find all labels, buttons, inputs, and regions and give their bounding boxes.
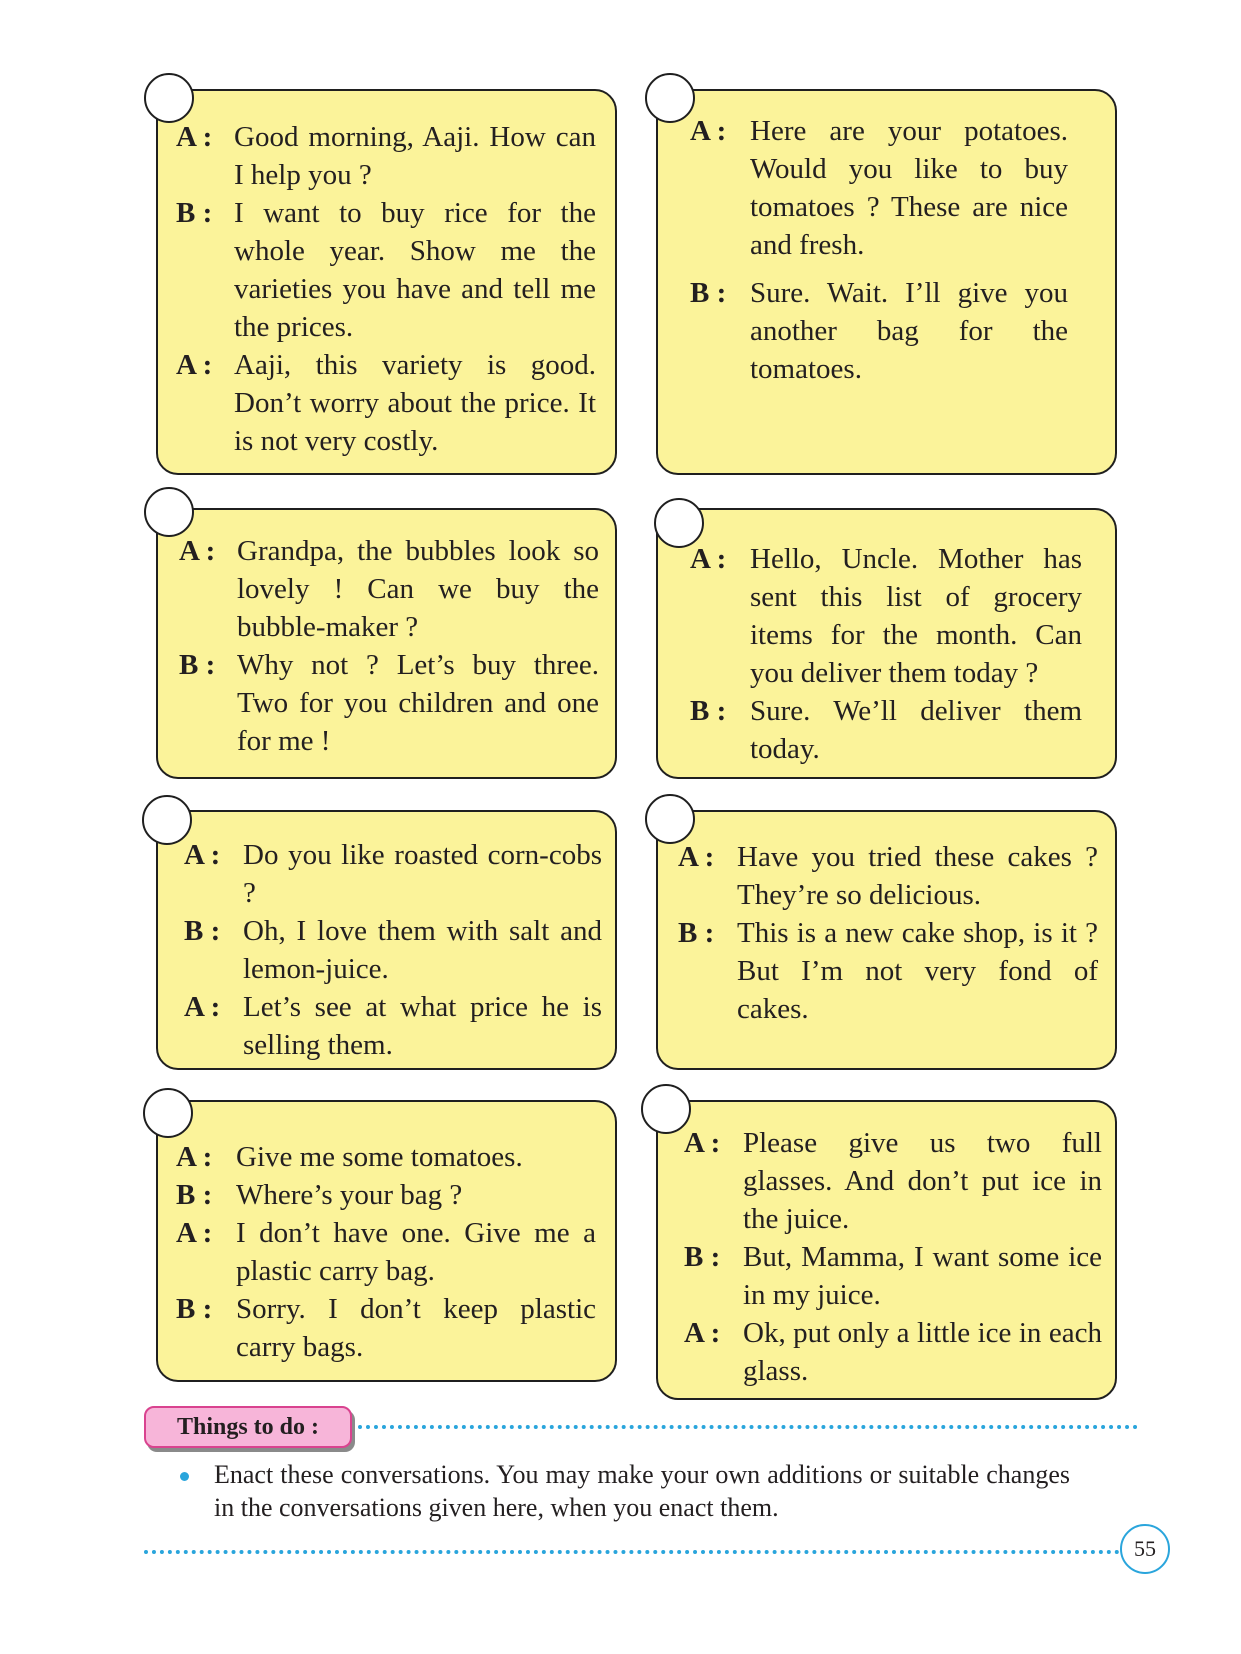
dialogue-line (690, 540, 1082, 692)
dialogue-text: Good morning, Aaji. How can I help you ? (234, 121, 596, 191)
dialogue-6 (678, 838, 1098, 1028)
speaker-label: B : (179, 649, 216, 681)
dialogue-text: Have you tried these cakes ? They’re so delicious. (737, 841, 1098, 911)
dialogue-3 (179, 532, 599, 760)
speaker-label: A : (176, 121, 213, 153)
dialogue-text: Grandpa, the bubbles look so lovely ! Can we buy the bubble-maker ? (237, 535, 599, 643)
dialogue-text: Sure. Wait. I’ll give you another bag for the tomatoes. (750, 277, 1068, 385)
speaker-label: B : (690, 277, 727, 309)
dialogue-text: Sorry. I don’t keep plastic carry bags. (236, 1293, 596, 1363)
dotted-divider (144, 1550, 1120, 1554)
speaker-label: A : (176, 1141, 213, 1173)
speaker-label: B : (176, 1179, 213, 1211)
speaker-label: A : (690, 543, 727, 575)
dialogue-line (690, 274, 1068, 388)
speaker-label: B : (678, 917, 715, 949)
dialogue-line (184, 988, 602, 1064)
dialogue-4 (690, 540, 1082, 768)
dialogue-line (184, 912, 602, 988)
dialogue-line (678, 914, 1098, 1028)
dialogue-line (179, 646, 599, 760)
dialogue-text: Why not ? Let’s buy three. Two for you children and one for me ! (237, 649, 599, 757)
things-to-do-label: Things to do : (144, 1406, 352, 1448)
things-to-do-item: Enact these conversations. You may make your own additions or suitable changes in the conversations given here, when you enact them. (214, 1460, 1070, 1522)
dialogue-text: Aaji, this variety is good. Don’t worry about the price. It is not very costly. (234, 349, 596, 457)
dialogue-8 (684, 1124, 1102, 1390)
dialogue-line (684, 1238, 1102, 1314)
speaker-label: A : (690, 115, 727, 147)
speaker-label: A : (684, 1127, 721, 1159)
dialogue-text: This is a new cake shop, is it ? But I’m not very fond of cakes. (737, 917, 1098, 1025)
dialogue-text: Sure. We’ll deliver them today. (750, 695, 1082, 765)
speaker-label: A : (176, 1217, 213, 1249)
dialogue-line (176, 1290, 596, 1366)
speaker-label: B : (184, 915, 221, 947)
bullet-icon (180, 1472, 189, 1481)
blank-circle (645, 73, 695, 123)
blank-circle (645, 794, 695, 844)
dialogue-text: Please give us two full glasses. And don’t put ice in the juice. (743, 1127, 1102, 1235)
page-number: 55 (1120, 1524, 1170, 1574)
dialogue-line (684, 1124, 1102, 1238)
dialogue-line (184, 836, 602, 912)
dialogue-text: Let’s see at what price he is selling them. (243, 991, 602, 1061)
dialogue-line (690, 112, 1068, 264)
dialogue-line (176, 1138, 596, 1176)
dialogue-line (176, 1176, 596, 1214)
speaker-label: A : (184, 991, 221, 1023)
dialogue-line (179, 532, 599, 646)
dialogue-text: Here are your potatoes. Would you like to buy tomatoes ? These are nice and fresh. (750, 115, 1068, 261)
speaker-label: A : (184, 839, 221, 871)
dialogue-line (176, 1214, 596, 1290)
dialogue-text: Ok, put only a little ice in each glass. (743, 1317, 1102, 1387)
dialogue-text: Hello, Uncle. Mother has sent this list of grocery items for the month. Can you deliver them today ? (750, 543, 1082, 689)
dialogue-text: Do you like roasted corn-cobs ? (243, 839, 602, 909)
dialogue-line (176, 118, 596, 194)
speaker-label: B : (176, 1293, 213, 1325)
dialogue-5 (184, 836, 602, 1064)
dialogue-text: Oh, I love them with salt and lemon-juice. (243, 915, 602, 985)
dialogue-2 (690, 112, 1068, 388)
blank-circle (144, 487, 194, 537)
dotted-divider (358, 1425, 1138, 1429)
speaker-label: A : (684, 1317, 721, 1349)
blank-circle (144, 73, 194, 123)
dialogue-line (678, 838, 1098, 914)
speaker-label: A : (179, 535, 216, 567)
dialogue-line (684, 1314, 1102, 1390)
dialogue-text: I want to buy rice for the whole year. Show me the varieties you have and tell me the prices. (234, 197, 596, 343)
blank-circle (143, 1088, 193, 1138)
dialogue-line (690, 692, 1082, 768)
dialogue-text: I don’t have one. Give me a plastic carry bag. (236, 1217, 596, 1287)
dialogue-7 (176, 1138, 596, 1366)
speaker-label: A : (176, 349, 213, 381)
dialogue-line (176, 346, 596, 460)
dialogue-line (176, 194, 596, 346)
dialogue-1 (176, 118, 596, 460)
dialogue-text: Where’s your bag ? (236, 1179, 463, 1211)
speaker-label: A : (678, 841, 715, 873)
speaker-label: B : (176, 197, 213, 229)
dialogue-text: But, Mamma, I want some ice in my juice. (743, 1241, 1102, 1311)
dialogue-text: Give me some tomatoes. (236, 1141, 523, 1173)
speaker-label: B : (690, 695, 727, 727)
speaker-label: B : (684, 1241, 721, 1273)
